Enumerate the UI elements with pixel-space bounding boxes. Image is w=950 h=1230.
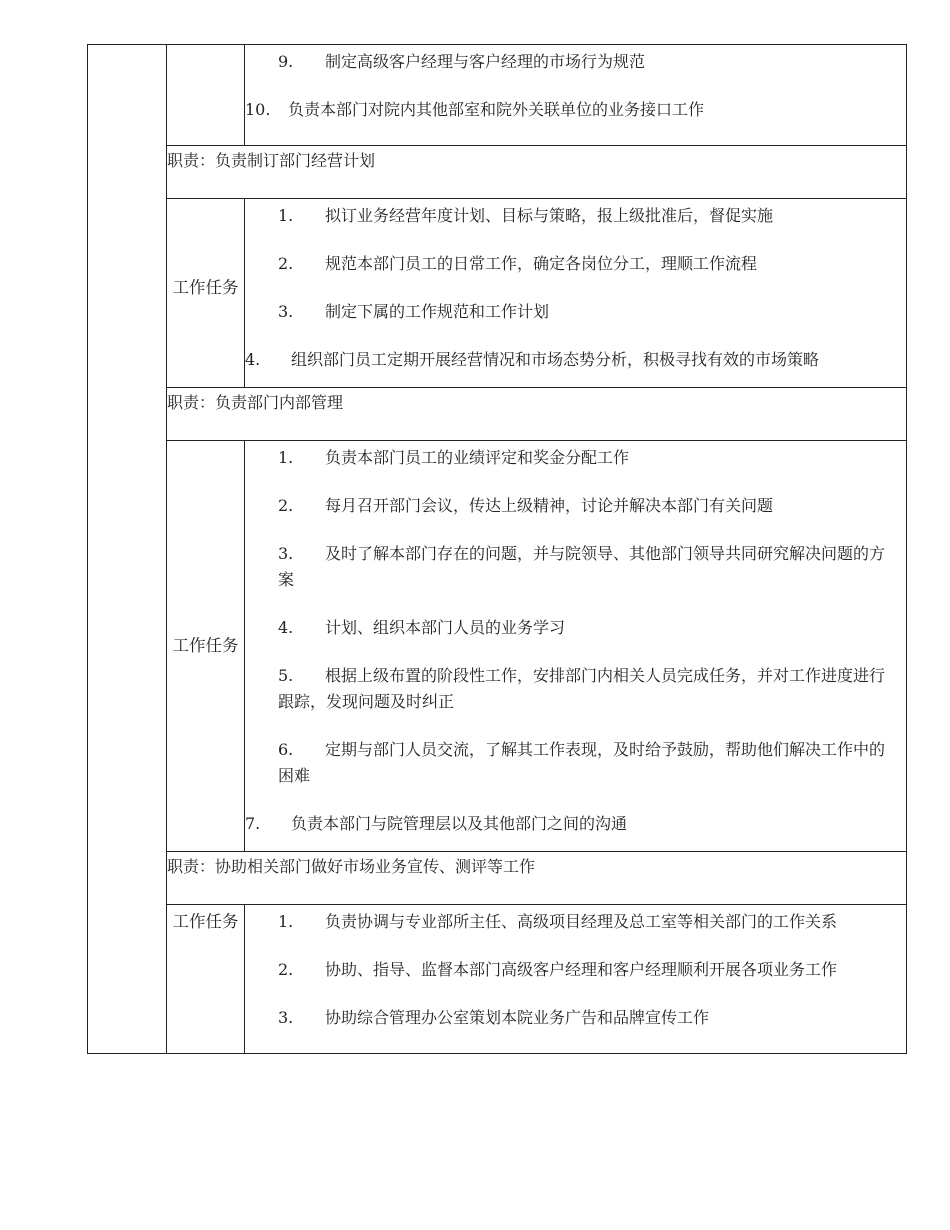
task-item: 10. 负责本部门对院内其他部室和院外关联单位的业务接口工作 (245, 100, 705, 119)
task-list (245, 199, 907, 388)
task-item: 7. 负责本部门与院管理层以及其他部门之间的沟通 (245, 814, 628, 833)
task-label: 工作任务 (167, 199, 245, 388)
task-item: 4. 组织部门员工定期开展经营情况和市场态势分析，积极寻找有效的市场策略 (245, 350, 820, 369)
task-item: 1. 负责协调与专业部所主任、高级项目经理及总工室等相关部门的工作关系 (278, 912, 838, 931)
duty-heading: 职责：负责部门内部管理 (167, 388, 907, 441)
task-item: 4. 计划、组织本部门人员的业务学习 (278, 618, 566, 637)
task-label: 工作任务 (167, 441, 245, 852)
duty-heading: 职责：协助相关部门做好市场业务宣传、测评等工作 (167, 852, 907, 905)
table-row (88, 905, 907, 1054)
table-row (88, 45, 907, 146)
outer-label-cell (88, 45, 167, 1054)
table-row (88, 441, 907, 852)
task-label: 工作任务 (167, 905, 245, 1054)
task-item: 2. 每月召开部门会议，传达上级精神，讨论并解决本部门有关问题 (278, 496, 774, 515)
task-item: 2. 协助、指导、监督本部门高级客户经理和客户经理顺利开展各项业务工作 (278, 960, 838, 979)
task-item: 1. 拟订业务经营年度计划、目标与策略，报上级批准后，督促实施 (278, 206, 774, 225)
task-list (245, 905, 907, 1054)
task-list (245, 45, 907, 146)
table-row (88, 199, 907, 388)
task-item: 3. 协助综合管理办公室策划本院业务广告和品牌宣传工作 (278, 1008, 710, 1027)
task-item: 2. 规范本部门员工的日常工作，确定各岗位分工，理顺工作流程 (278, 254, 758, 273)
task-list (245, 441, 907, 852)
table-row (88, 852, 907, 905)
task-item: 9. 制定高级客户经理与客户经理的市场行为规范 (278, 52, 646, 71)
duty-heading: 职责：负责制订部门经营计划 (167, 146, 907, 199)
table-row (88, 388, 907, 441)
responsibility-table (87, 44, 907, 1054)
table-row (88, 146, 907, 199)
task-item: 1. 负责本部门员工的业绩评定和奖金分配工作 (278, 448, 630, 467)
task-item: 6. 定期与部门人员交流，了解其工作表现，及时给予鼓励，帮助他们解决工作中的困难 (278, 740, 886, 785)
task-item: 3. 制定下属的工作规范和工作计划 (278, 302, 550, 321)
task-item: 5. 根据上级布置的阶段性工作，安排部门内相关人员完成任务，并对工作进度进行跟踪，发现问题及时纠正 (278, 666, 886, 711)
task-item: 3. 及时了解本部门存在的问题，并与院领导、其他部门领导共同研究解决问题的方案 (278, 544, 886, 589)
task-label-cell (167, 45, 245, 146)
